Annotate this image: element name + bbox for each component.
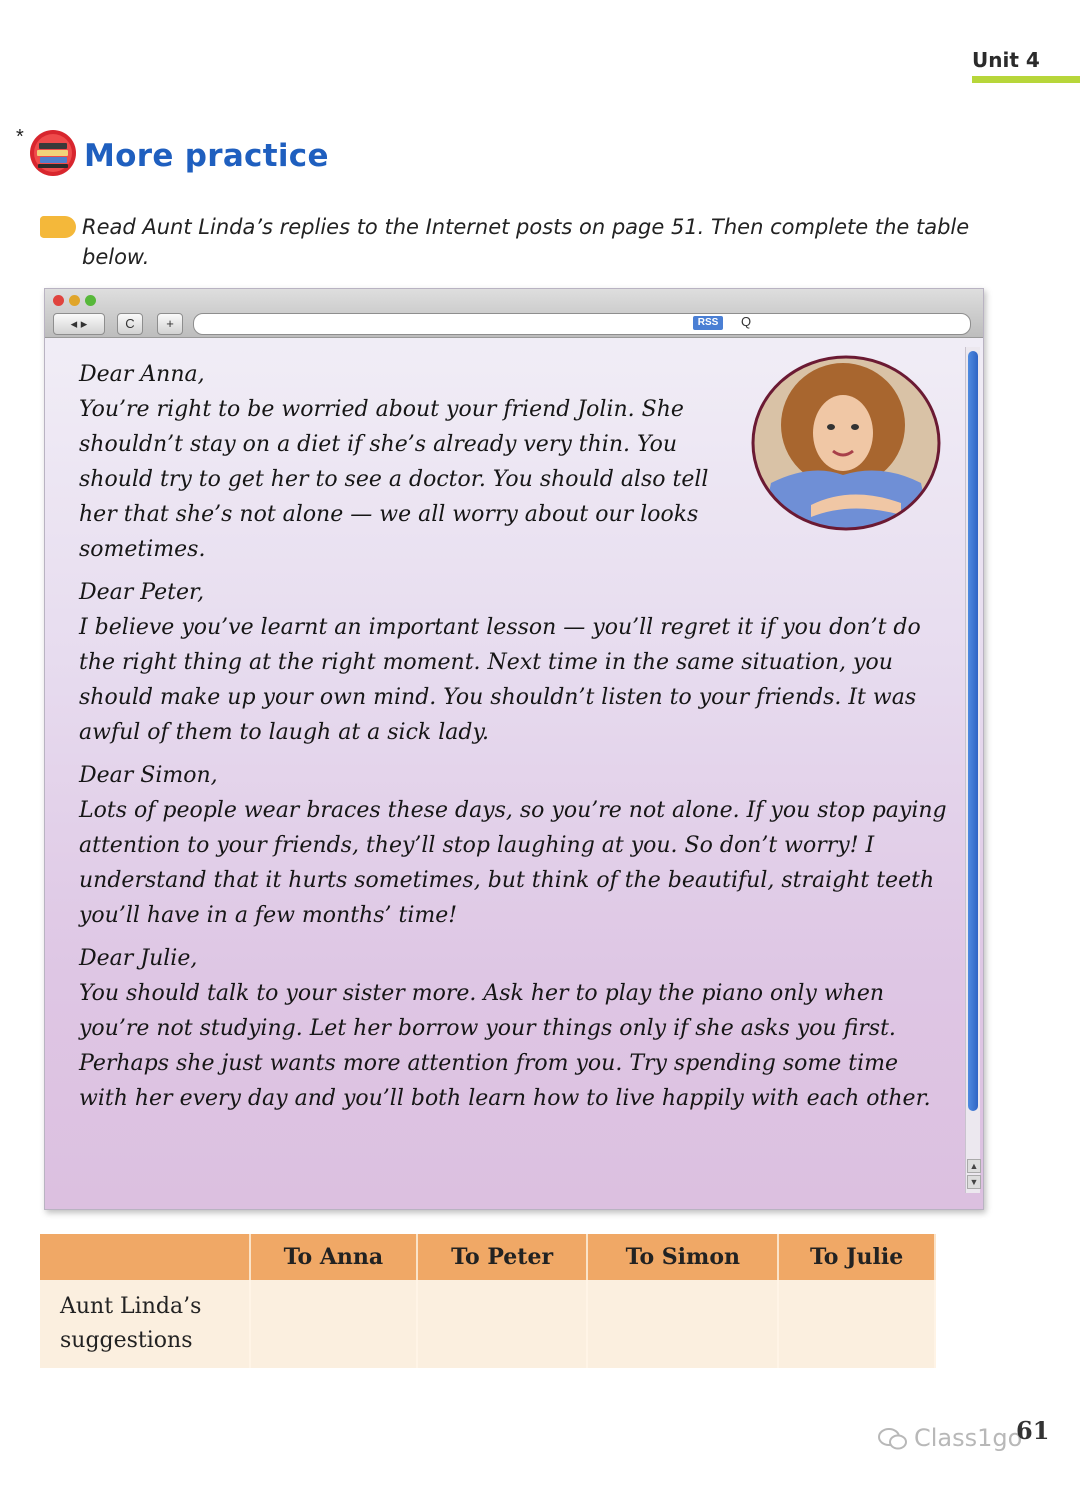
table-header-julie: To Julie (778, 1234, 935, 1280)
instruction-bullet (40, 216, 76, 238)
scroll-up-icon[interactable]: ▲ (967, 1159, 981, 1173)
rss-icon[interactable]: RSS (693, 316, 723, 330)
answer-cell-julie[interactable] (778, 1280, 935, 1368)
letter-simon (79, 758, 949, 933)
vertical-scrollbar[interactable] (965, 347, 980, 1193)
answer-cell-anna[interactable] (250, 1280, 417, 1368)
letter-peter (79, 575, 949, 750)
row-label-suggestions: Aunt Linda’s suggestions (40, 1280, 250, 1368)
unit-tag (972, 48, 1080, 83)
letter-anna (79, 357, 719, 567)
browser-window (44, 288, 984, 1210)
reload-button[interactable]: C (117, 313, 143, 335)
wechat-icon (878, 1427, 908, 1451)
letter-body: Lots of people wear braces these days, so you’re not alone. If you stop paying attention to your friends, they’ll stop laughing at you. So don’t worry! I understand that it hurts sometimes, but think of the beautiful, straight teeth you’ll have in a few months’ time! (79, 798, 947, 928)
letter-body: You’re right to be worried about your friend Jolin. She shouldn’t stay on a diet if she’s already very thin. You should try to get her to see a doctor. You should also tell her that she’s not alone — we all worry about our looks sometimes. (79, 397, 709, 562)
scrollbar-thumb[interactable] (968, 351, 978, 1111)
answer-cell-peter[interactable] (417, 1280, 588, 1368)
watermark-text: Class1go (914, 1424, 1023, 1452)
table-header-blank (40, 1234, 250, 1280)
suggestions-table (40, 1234, 936, 1368)
minimize-window-icon[interactable] (69, 295, 80, 306)
instruction-text: Read Aunt Linda’s replies to the Internet posts on page 51. Then complete the table below. (82, 215, 970, 269)
table-header-row (40, 1234, 935, 1280)
scroll-down-icon[interactable]: ▼ (967, 1175, 981, 1189)
watermark (878, 1424, 1022, 1452)
table-header-peter: To Peter (417, 1234, 588, 1280)
asterisk-mark: * (16, 126, 24, 148)
answer-cell-simon[interactable] (587, 1280, 778, 1368)
maximize-window-icon[interactable] (85, 295, 96, 306)
letter-body: I believe you’ve learnt an important lesson — you’ll regret it if you don’t do the right thing at the right moment. Next time in the same situation, you should make up your own mind. You shouldn’t listen to your friends. It was awful of them to laugh at a sick lady. (79, 615, 921, 745)
letter-salutation: Dear Simon, (79, 763, 218, 788)
new-tab-button[interactable]: + (157, 313, 183, 335)
page-number: 61 (1016, 1416, 1050, 1445)
letter-salutation: Dear Peter, (79, 580, 205, 605)
unit-label: Unit 4 (972, 48, 1040, 72)
back-forward-button[interactable]: ◂ ▸ (53, 313, 105, 335)
section-title: More practice (84, 138, 329, 174)
search-icon[interactable]: Q (741, 314, 752, 329)
books-icon (28, 128, 78, 178)
letter-salutation: Dear Anna, (79, 362, 205, 387)
letter-body: You should talk to your sister more. Ask her to play the piano only when you’re not studying. Let her borrow your things only if she asks you first. Perhaps she just wants more attention from you. Try spending some time with her every day and you’ll both learn how to live happily with each other. (79, 981, 931, 1111)
unit-bar (972, 76, 1080, 83)
table-row (40, 1280, 935, 1368)
address-bar[interactable] (193, 313, 971, 335)
browser-toolbar (45, 289, 983, 338)
table-header-anna: To Anna (250, 1234, 417, 1280)
letter-salutation: Dear Julie, (79, 946, 198, 971)
table-header-simon: To Simon (587, 1234, 778, 1280)
close-window-icon[interactable] (53, 295, 64, 306)
letters-content (79, 357, 949, 1124)
letter-julie (79, 941, 949, 1116)
